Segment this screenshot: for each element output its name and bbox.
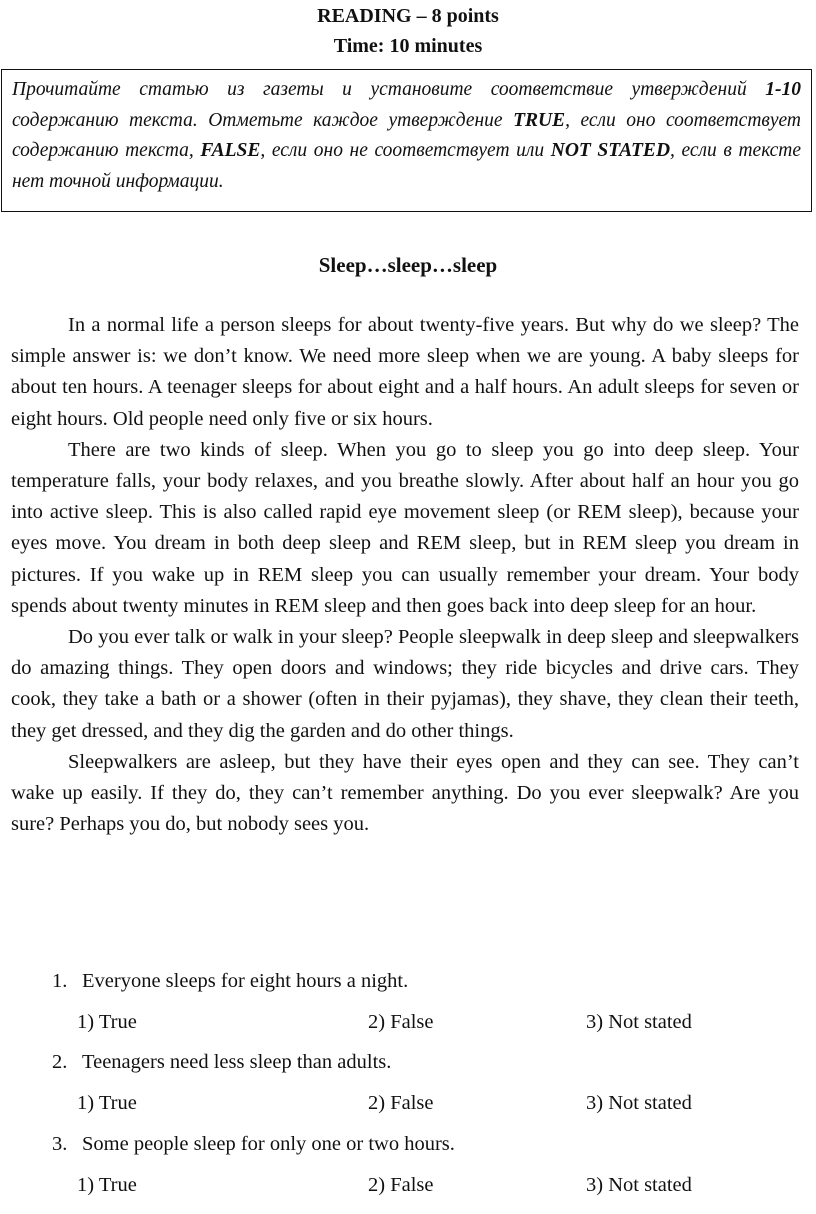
section-heading: READING – 8 points xyxy=(317,5,499,27)
answer-option-true[interactable]: 1) True xyxy=(77,1092,137,1114)
answer-option-not-stated[interactable]: 3) Not stated xyxy=(586,1092,692,1114)
article-paragraph: Do you ever talk or walk in your sleep? People sleepwalk in deep sleep and sleepwalkers do amazing things. They open doors and windows; they ride bicycles and drive cars. They cook, they take a bath or a shower (often in their pyjamas), they shave, they clean their teeth, they get dressed, and they dig the garden and do other things. xyxy=(11,626,799,742)
instructions-box xyxy=(1,69,812,212)
answer-option-true[interactable]: 1) True xyxy=(77,1011,137,1033)
article-title: Sleep…sleep…sleep xyxy=(318,253,498,277)
question-number: 2. xyxy=(52,1051,68,1073)
answer-option-false[interactable]: 2) False xyxy=(368,1092,434,1114)
instructions-text: , если оно соответствует содержанию текста, xyxy=(12,109,801,161)
instructions-true: TRUE xyxy=(513,109,566,131)
answer-option-false[interactable]: 2) False xyxy=(368,1174,434,1196)
question-text: Everyone sleeps for eight hours a night. xyxy=(82,970,409,992)
question-number: 3. xyxy=(52,1133,68,1155)
answer-option-false[interactable]: 2) False xyxy=(368,1011,434,1033)
answer-option-not-stated[interactable]: 3) Not stated xyxy=(586,1011,692,1033)
instructions-text: Прочитайте статью из газеты и установите соответствие утверждений xyxy=(12,79,766,100)
instructions-text: , если оно не соответствует или xyxy=(260,140,551,161)
article-paragraph: In a normal life a person sleeps for about twenty-five years. But why do we sleep? The simple answer is: we don’t know. We need more sleep when we are young. A baby sleeps for about ten hours. A teenager sleeps for about eight and a half hours. An adult sleeps for seven or eight hours. Old people need only five or six hours. xyxy=(11,314,799,430)
question-number: 1. xyxy=(52,970,68,992)
instructions-text: содержанию текста. Отметьте каждое утверждение xyxy=(12,109,514,131)
article-body xyxy=(11,310,799,840)
question-text: Some people sleep for only one or two hours. xyxy=(82,1133,455,1155)
time-limit: Time: 10 minutes xyxy=(333,35,483,57)
instructions-text: , если в тексте нет точной информации. xyxy=(12,140,801,192)
answer-option-not-stated[interactable]: 3) Not stated xyxy=(586,1174,692,1196)
instructions-range: 1-10 xyxy=(765,79,801,100)
article-paragraph: There are two kinds of sleep. When you go to sleep you go into deep sleep. Your temperature falls, your body relaxes, and you breathe slowly. After about half an hour you go into active sleep. This is also called rapid eye movement sleep (or REM sleep), because your eyes move. You dream in both deep sleep and REM sleep, but in REM sleep you dream in pictures. If you wake up in REM sleep you can usually remember your dream. Your body spends about twenty minutes in REM sleep and then goes back into deep sleep for an hour. xyxy=(11,438,799,617)
article-paragraph: Sleepwalkers are asleep, but they have their eyes open and they can see. They can’t wake up easily. If they do, they can’t remember anything. Do you ever sleepwalk? Are you sure? Perhaps you do, but nobody sees you. xyxy=(11,750,799,836)
instructions-false: FALSE xyxy=(200,140,261,161)
instructions-not-stated: NOT STATED xyxy=(550,140,671,161)
answer-option-true[interactable]: 1) True xyxy=(77,1174,137,1196)
question-text: Teenagers need less sleep than adults. xyxy=(82,1051,392,1073)
